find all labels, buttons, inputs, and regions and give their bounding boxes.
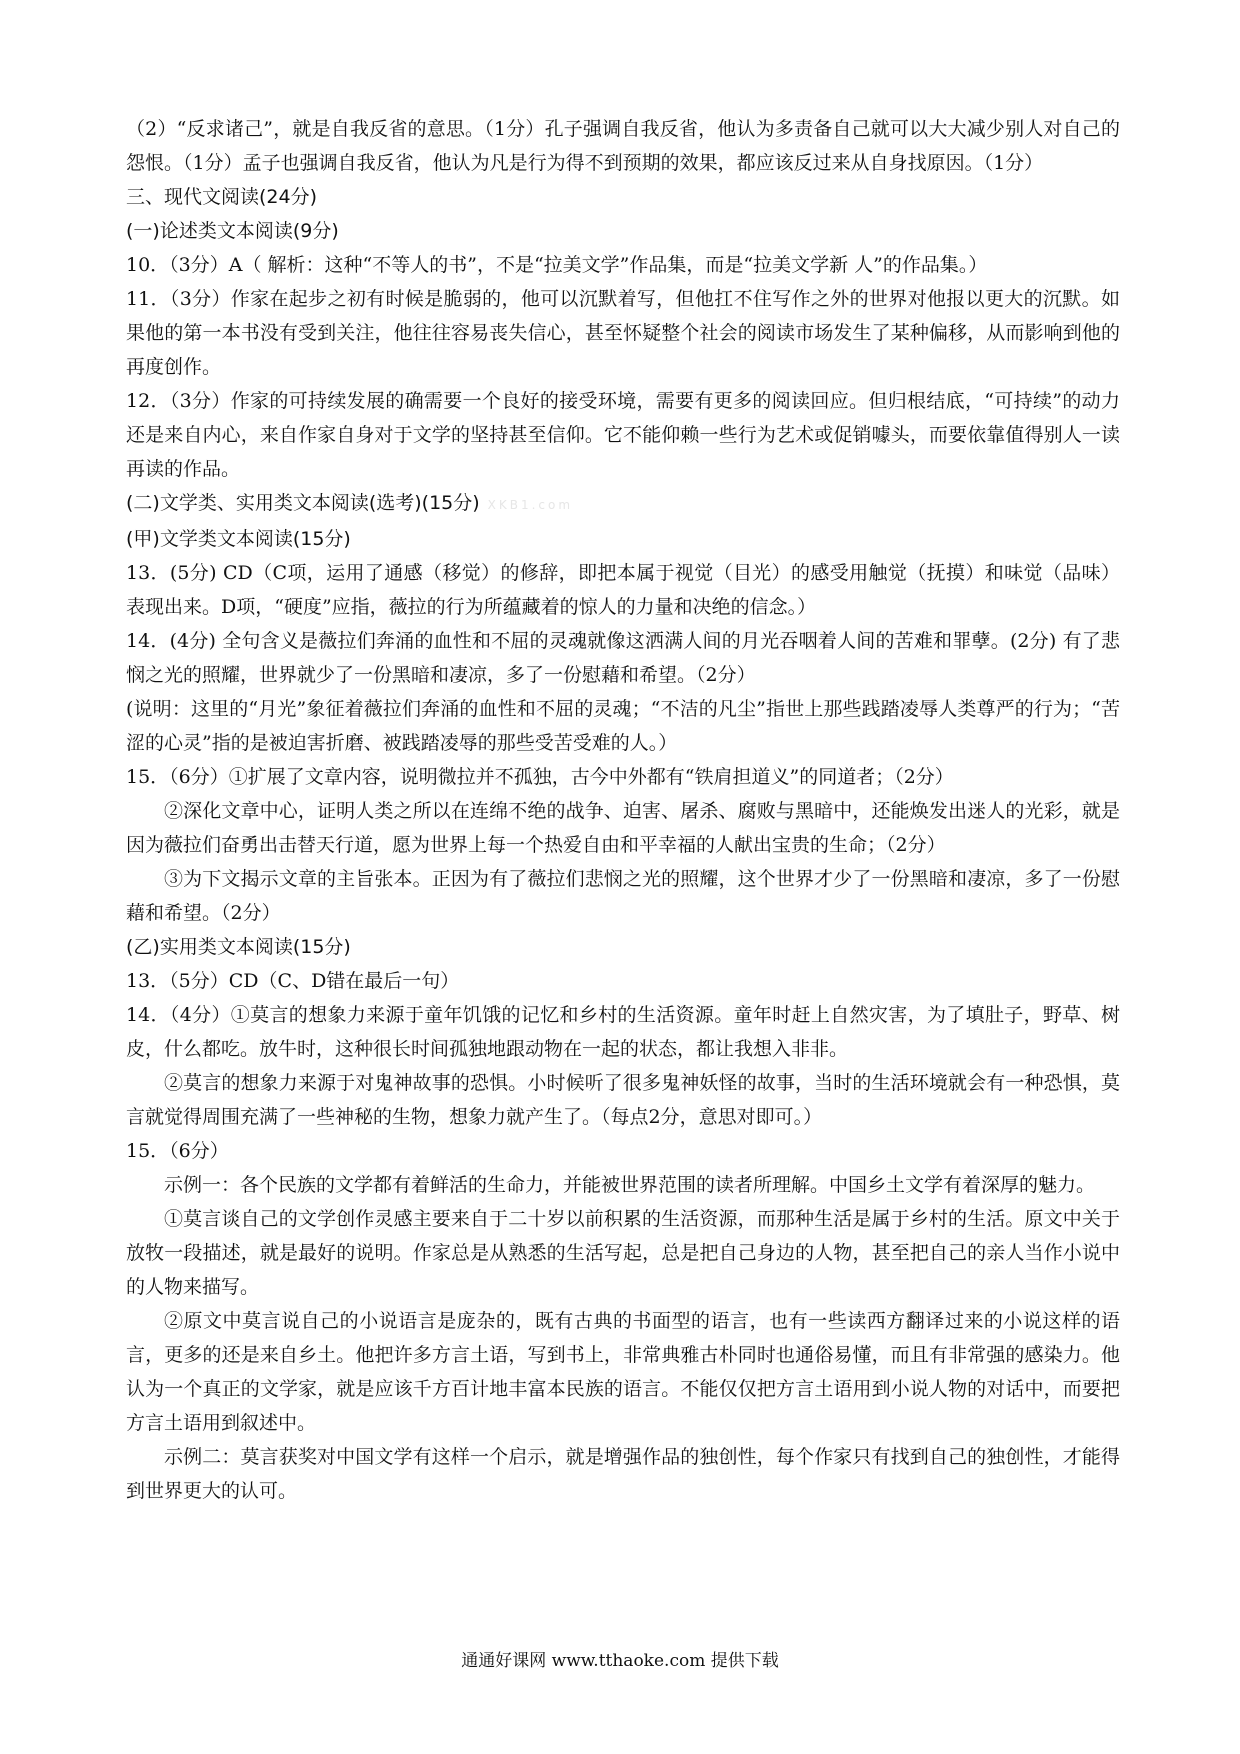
answer-paragraph xyxy=(126,624,1120,692)
paragraph-text: (说明：这里的“月光”象征着薇拉们奔涌的血性和不屈的灵魂；“不洁的凡尘”指世上那些践踏凌辱人类尊严的行为；“苦涩的心灵”指的是被迫害折磨、被践踏凌辱的那些受苦受难的人。） xyxy=(126,698,1120,754)
answer-paragraph xyxy=(126,248,1120,282)
paragraph-text: ②深化文章中心，证明人类之所以在连绵不绝的战争、迫害、屠杀、腐败与黑暗中，还能焕发出迷人的光彩，就是因为薇拉们奋勇出击替天行道，愿为世界上每一个热爱自由和平幸福的人献出宝贵的生命；（2分） xyxy=(126,800,1120,856)
paragraph-text: (一)论述类文本阅读(9分) xyxy=(126,220,339,242)
answer-paragraph xyxy=(126,1066,1120,1134)
paragraph-text: ②原文中莫言说自己的小说语言是庞杂的，既有古典的书面型的语言，也有一些读西方翻译过来的小说这样的语言，更多的还是来自乡土。他把许多方言土语，写到书上，非常典雅古朴同时也通俗易懂，而且有非常强的感染力。他认为一个真正的文学家，就是应该千方百计地丰富本民族的语言。不能仅仅把方言土语用到小说人物的对话中，而要把方言土语用到叙述中。 xyxy=(126,1310,1120,1434)
answer-paragraph xyxy=(126,112,1120,180)
paragraph-text: 13．（5分）CD（C、D错在最后一句） xyxy=(126,970,460,992)
paragraph-text: （2）“反求诸己”，就是自我反省的意思。（1分）孔子强调自我反省，他认为多责备自己就可以大大减少别人对自己的怨恨。（1分）孟子也强调自我反省，他认为凡是行为得不到预期的效果，都应该反过来从自身找原因。（1分） xyxy=(126,118,1120,174)
paragraph-text: 14．（4分）①莫言的想象力来源于童年饥饿的记忆和乡村的生活资源。童年时赶上自然灾害，为了填肚子，野草、树皮，什么都吃。放牛时，这种很长时间孤独地跟动物在一起的状态，都让我想入非非。 xyxy=(126,1004,1120,1060)
answer-paragraph xyxy=(126,384,1120,486)
answer-paragraph xyxy=(126,1440,1120,1508)
answer-paragraph xyxy=(126,1168,1120,1202)
paragraph-text: (二)文学类、实用类文本阅读(选考)(15分) xyxy=(126,492,480,514)
paragraph-text: ②莫言的想象力来源于对鬼神故事的恐惧。小时候听了很多鬼神妖怪的故事，当时的生活环境就会有一种恐惧，莫言就觉得周围充满了一些神秘的生物，想象力就产生了。（每点2分，意思对即可。） xyxy=(126,1072,1120,1128)
paragraph-text: 15．（6分） xyxy=(126,1140,229,1162)
document-body xyxy=(126,112,1120,1508)
answer-paragraph xyxy=(126,1304,1120,1440)
paragraph-text: 10．（3分）A（ 解析：这种“不等人的书”，不是“拉美文学”作品集，而是“拉美文学新 人”的作品集。） xyxy=(126,254,988,276)
section-heading xyxy=(126,214,1120,248)
paragraph-text: ③为下文揭示文章的主旨张本。正因为有了薇拉们悲悯之光的照耀，这个世界才少了一份黑暗和凄凉，多了一份慰藉和希望。（2分） xyxy=(126,868,1120,924)
paragraph-text: 三、现代文阅读(24分) xyxy=(126,186,318,208)
answer-paragraph xyxy=(126,282,1120,384)
page-footer: 通通好课网 www.tthaoke.com 提供下载 xyxy=(461,1651,779,1671)
answer-paragraph xyxy=(126,692,1120,760)
answer-paragraph xyxy=(126,964,1120,998)
paragraph-text: 示例一：各个民族的文学都有着鲜活的生命力，并能被世界范围的读者所理解。中国乡土文学有着深厚的魅力。 xyxy=(164,1174,1096,1196)
paragraph-text: 13．(5分) CD（C项，运用了通感（移觉）的修辞，即把本属于视觉（目光）的感受用触觉（抚摸）和味觉（品味）表现出来。D项，“硬度”应指，薇拉的行为所蕴藏着的惊人的力量和决绝的信念。） xyxy=(126,562,1120,618)
answer-paragraph xyxy=(126,998,1120,1066)
answer-paragraph xyxy=(126,1134,1120,1168)
paragraph-text: (甲)文学类文本阅读(15分) xyxy=(126,528,351,550)
watermark-text: XKB1.com xyxy=(487,498,574,512)
answer-paragraph xyxy=(126,760,1120,794)
paragraph-text: 12．（3分）作家的可持续发展的确需要一个良好的接受环境，需要有更多的阅读回应。但归根结底，“可持续”的动力还是来自内心，来自作家自身对于文学的坚持甚至信仰。它不能仰赖一些行为艺术或促销噱头，而要依靠值得别人一读再读的作品。 xyxy=(126,390,1120,480)
section-heading xyxy=(126,522,1120,556)
paragraph-text: 示例二：莫言获奖对中国文学有这样一个启示，就是增强作品的独创性，每个作家只有找到自己的独创性，才能得到世界更大的认可。 xyxy=(126,1446,1120,1502)
answer-paragraph xyxy=(126,556,1120,624)
section-heading xyxy=(126,486,1120,522)
paragraph-text: ①莫言谈自己的文学创作灵感主要来自于二十岁以前积累的生活资源，而那种生活是属于乡村的生活。原文中关于放牧一段描述，就是最好的说明。作家总是从熟悉的生活写起，总是把自己身边的人物，甚至把自己的亲人当作小说中的人物来描写。 xyxy=(126,1208,1120,1298)
answer-paragraph xyxy=(126,794,1120,862)
paragraph-text: 14．(4分) 全句含义是薇拉们奔涌的血性和不屈的灵魂就像这洒满人间的月光吞咽着人间的苦难和罪孽。(2分) 有了悲悯之光的照耀，世界就少了一份黑暗和凄凉，多了一份慰藉和希望。（2分） xyxy=(126,630,1120,686)
paragraph-text: 15．（6分）①扩展了文章内容，说明微拉并不孤独，古今中外都有“铁肩担道义”的同道者；（2分） xyxy=(126,766,954,788)
paragraph-text: (乙)实用类文本阅读(15分) xyxy=(126,936,351,958)
section-heading xyxy=(126,930,1120,964)
answer-paragraph xyxy=(126,862,1120,930)
answer-paragraph xyxy=(126,1202,1120,1304)
section-heading xyxy=(126,180,1120,214)
paragraph-text: 11．（3分）作家在起步之初有时候是脆弱的，他可以沉默着写，但他扛不住写作之外的世界对他报以更大的沉默。如果他的第一本书没有受到关注，他往往容易丧失信心，甚至怀疑整个社会的阅读市场发生了某种偏移，从而影响到他的再度创作。 xyxy=(126,288,1120,378)
